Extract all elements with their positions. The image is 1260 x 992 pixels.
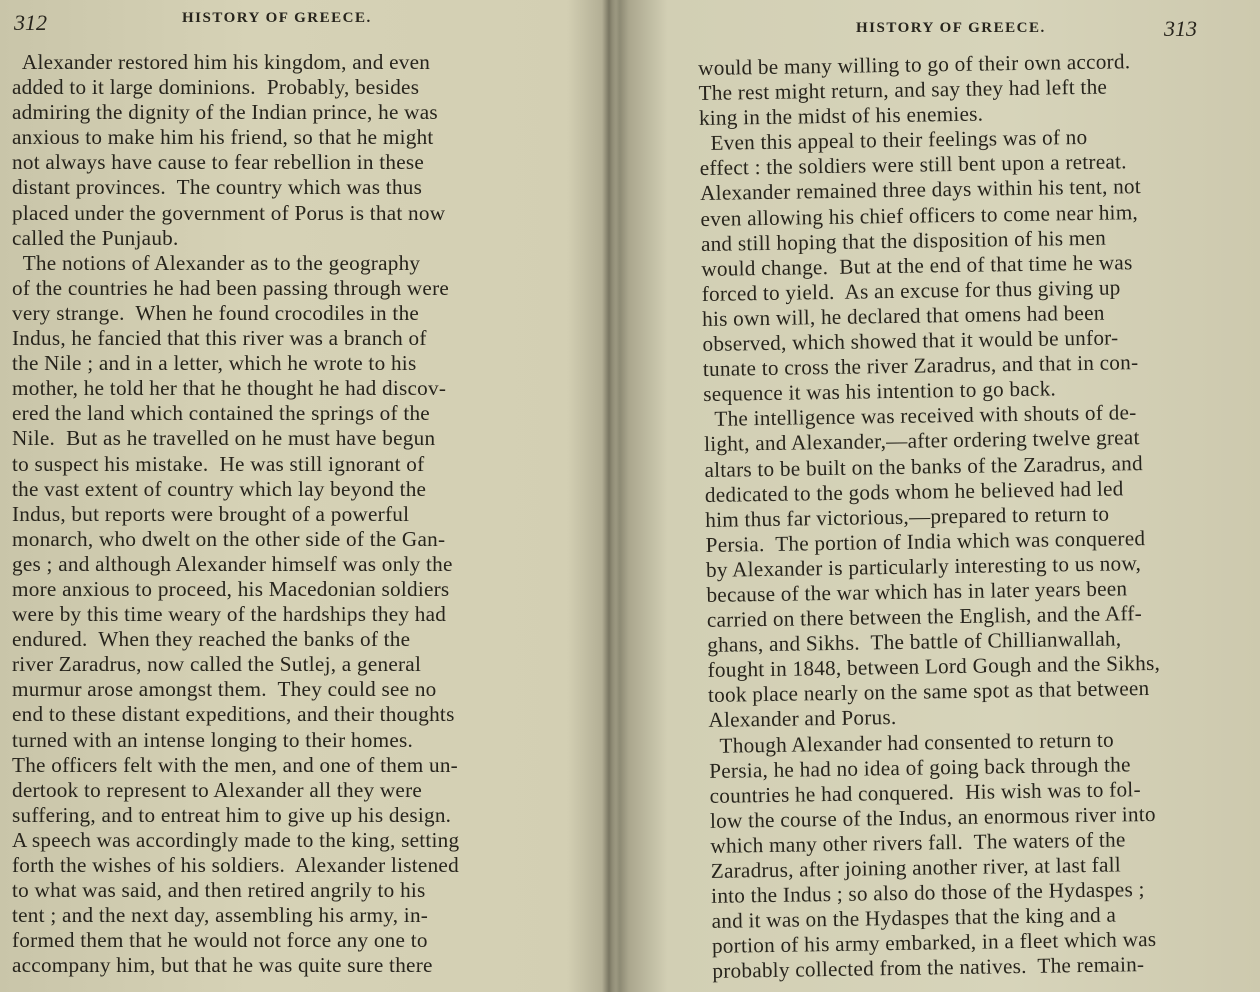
right-page-text (698, 47, 1260, 985)
text-line: suffering, and to entreat him to give up his design. (12, 802, 452, 827)
text-line: Indus, he fancied that this river was a branch of (12, 326, 427, 351)
text-line: which many other rivers fall. The waters of the (710, 827, 1126, 858)
text-line: turned with an intense longing to their homes. (12, 727, 414, 752)
text-line: Zaradrus, after joining another river, at last fall (710, 852, 1122, 883)
text-line: The intelligence was received with shouts of de- (703, 400, 1137, 432)
text-line: endured. When they reached the banks of the (12, 627, 411, 652)
text-line: portion of his army embarked, in a fleet which was (711, 927, 1157, 959)
text-line: formed them that he would not force any one to (12, 928, 428, 953)
text-line: more anxious to proceed, his Macedonian soldiers (12, 576, 450, 601)
text-line: Alexander remained three days within his tent, not (699, 174, 1142, 206)
text-line: to what was said, and then retired angrily to his (12, 878, 426, 903)
text-line: Indus, but reports were brought of a powerful (12, 501, 410, 526)
text-line: were by this time weary of the hardships they had (12, 602, 447, 627)
text-line: of the countries he had been passing through were (12, 275, 450, 300)
text-line: The officers felt with the men, and one of them un- (12, 752, 458, 777)
text-line: countries he had conquered. His wish was to fol- (709, 776, 1141, 808)
text-line: effect : the soldiers were still bent upon a retreat. (699, 149, 1127, 181)
text-line: Though Alexander had consented to return to (708, 727, 1115, 758)
text-line: forced to yield. As an excuse for thus giving up (701, 275, 1121, 306)
left-page-text (12, 50, 564, 978)
left-page-number: 312 (14, 10, 47, 35)
text-line: tunate to cross the river Zaradrus, and that in con- (702, 350, 1139, 382)
text-line: would change. But at the end of that time he was (701, 249, 1133, 281)
right-page-number: 313 (1164, 16, 1197, 41)
right-running-head: HISTORY OF GREECE. (856, 20, 1046, 36)
text-line: Persia, he had no idea of going back through the (709, 751, 1131, 783)
text-line: his own will, he declared that omens had been (701, 300, 1105, 331)
text-line: and it was on the Hydaspes that the king and a (711, 902, 1117, 934)
text-line: king in the midst of his enemies. (698, 101, 984, 131)
text-line: river Zaradrus, now called the Sutlej, a general (12, 652, 422, 677)
text-line: monarch, who dwelt on the other side of the Gan- (12, 526, 446, 551)
text-line: low the course of the Indus, an enormous river into (709, 801, 1156, 833)
text-line: dedicated to the gods whom he believed had led (704, 475, 1124, 507)
text-line: Nile. But as he travelled on he must have begun (12, 426, 436, 451)
text-line: the vast extent of country which lay beyond the (12, 476, 427, 501)
text-line: dertook to represent to Alexander all they were (12, 777, 423, 802)
text-line: into the Indus ; so also do those of the Hydaspes ; (711, 877, 1145, 908)
text-line: anxious to make him his friend, so that he might (12, 125, 434, 150)
text-line: accompany him, but that he was quite sure there (12, 953, 433, 978)
text-line: added to it large dominions. Probably, besides (12, 75, 420, 100)
left-page (0, 0, 600, 992)
left-running-head: HISTORY OF GREECE. (182, 10, 372, 26)
right-page (612, 0, 1260, 992)
text-line: Persia. The portion of India which was conquered (705, 525, 1146, 557)
text-line: him thus far victorious,—prepared to return to (705, 501, 1110, 532)
text-line: very strange. When he found crocodiles in the (12, 300, 420, 325)
text-line: the Nile ; and in a letter, which he wrote to his (12, 351, 417, 376)
text-line: placed under the government of Porus is that now (12, 200, 446, 225)
text-line: The rest might return, and say they had left the (698, 74, 1108, 106)
text-line: altars to be built on the banks of the Zaradrus, and (704, 450, 1144, 482)
text-line: would be many willing to go of their own accord. (698, 49, 1131, 80)
text-line: distant provinces. The country which was thus (12, 175, 423, 200)
text-line: ered the land which contained the springs of the (12, 401, 430, 426)
text-line: murmur arose amongst them. They could see no (12, 677, 437, 702)
text-line: not always have cause to fear rebellion in these (12, 150, 425, 175)
text-line: light, and Alexander,—after ordering twelve great (703, 425, 1140, 457)
text-line: took place nearly on the same spot as that between (707, 676, 1150, 708)
text-line: because of the war which has in later years been (706, 576, 1128, 607)
text-line: tent ; and the next day, assembling his army, in- (12, 903, 429, 928)
text-line: carried on there between the English, and the Aff- (706, 601, 1143, 632)
text-line: observed, which showed that it would be unfor- (702, 325, 1119, 356)
text-line: called the Punjaub. (12, 225, 179, 250)
text-line: end to these distant expeditions, and their thoughts (12, 702, 455, 727)
text-line: A speech was accordingly made to the king, setting (12, 827, 460, 852)
text-line: The notions of Alexander as to the geography (12, 250, 421, 275)
text-line: even allowing his chief officers to come near him, (700, 199, 1139, 231)
text-line: admiring the dignity of the Indian prince, he was (12, 100, 438, 125)
text-line: Even this appeal to their feelings was of no (699, 125, 1088, 156)
text-line: Alexander restored him his kingdom, and even (12, 50, 431, 74)
text-line: Alexander and Porus. (708, 705, 897, 733)
text-line: and still hoping that the disposition of his men (700, 225, 1107, 256)
text-line: mother, he told her that he thought he had discov- (12, 376, 447, 401)
text-line: sequence it was his intention to go back. (703, 376, 1057, 407)
text-line: to suspect his mistake. He was still ignorant of (12, 451, 425, 476)
text-line: ges ; and although Alexander himself was only the (12, 551, 453, 576)
text-line: fought in 1848, between Lord Gough and the Sikhs, (707, 651, 1161, 683)
text-line: ghans, and Sikhs. The battle of Chillianwallah, (707, 626, 1122, 658)
text-line: forth the wishes of his soldiers. Alexander listened (12, 853, 459, 877)
text-line: by Alexander is particularly interesting to us now, (705, 550, 1142, 582)
text-line: probably collected from the natives. The remain- (712, 952, 1145, 984)
